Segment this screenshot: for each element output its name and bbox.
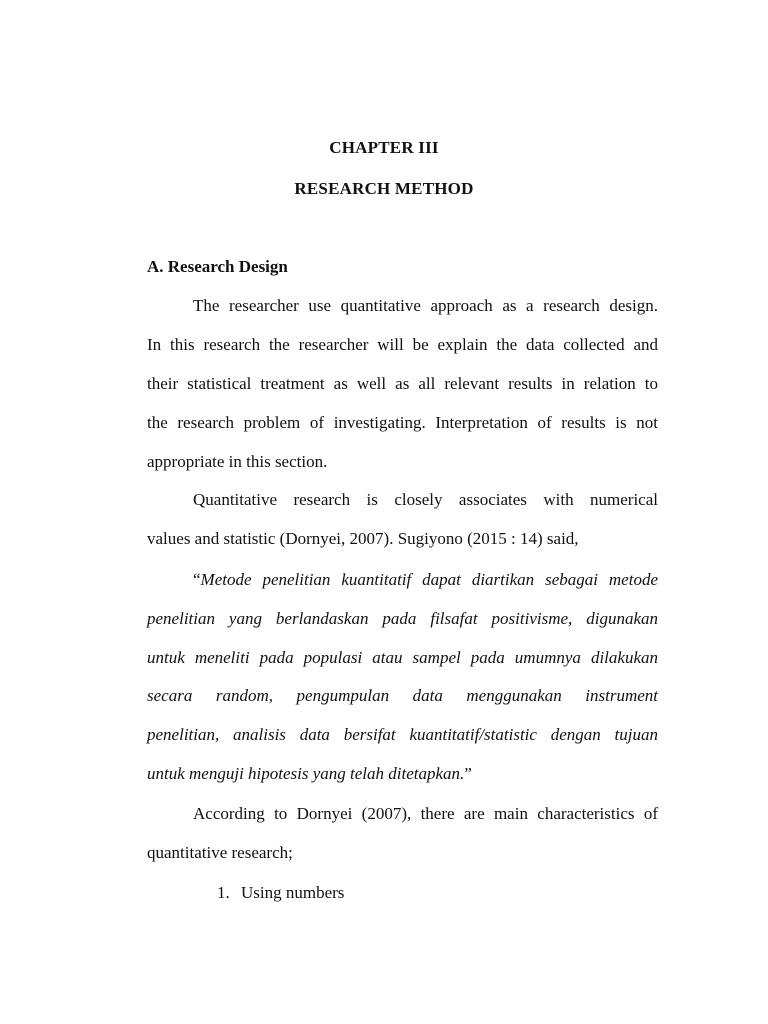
quote-open-mark: “ xyxy=(193,570,201,589)
chapter-title: RESEARCH METHOD xyxy=(294,179,474,198)
quote-line: secara random, pengumpulan data menggunakan instrument xyxy=(147,686,658,705)
quote-close-mark: ” xyxy=(464,764,472,783)
quote-text: Metode penelitian kuantitatif dapat diartikan sebagai metode xyxy=(200,570,658,589)
quote-line: penelitian yang berlandaskan pada filsafat positivisme, digunakan xyxy=(147,609,658,628)
chapter-number: CHAPTER III xyxy=(329,138,439,157)
paragraph-line: the research problem of investigating. Interpretation of results is not xyxy=(147,413,658,432)
list-item xyxy=(217,883,344,903)
paragraph-line: quantitative research; xyxy=(147,843,293,862)
paragraph-line: their statistical treatment as well as all relevant results in relation to xyxy=(147,374,658,393)
paragraph-line: values and statistic (Dornyei, 2007). Sugiyono (2015 : 14) said, xyxy=(147,529,579,548)
quote-line xyxy=(147,764,658,784)
paragraph-line: Quantitative research is closely associates with numerical xyxy=(193,490,658,509)
section-title: A. Research Design xyxy=(147,257,288,276)
list-item-number: 1. xyxy=(217,883,230,902)
quote-line: penelitian, analisis data bersifat kuantitatif/statistic dengan tujuan xyxy=(147,725,658,744)
paragraph-line: The researcher use quantitative approach as a research design. xyxy=(193,296,658,315)
paragraph-line: appropriate in this section. xyxy=(147,452,328,471)
quote-line xyxy=(193,570,658,590)
quote-text: untuk menguji hipotesis yang telah ditetapkan. xyxy=(147,764,465,783)
list-item-text: Using numbers xyxy=(241,883,345,902)
paragraph-line: In this research the researcher will be explain the data collected and xyxy=(147,335,658,354)
quote-line: untuk meneliti pada populasi atau sampel pada umumnya dilakukan xyxy=(147,648,658,667)
paragraph-line: According to Dornyei (2007), there are main characteristics of xyxy=(193,804,658,823)
